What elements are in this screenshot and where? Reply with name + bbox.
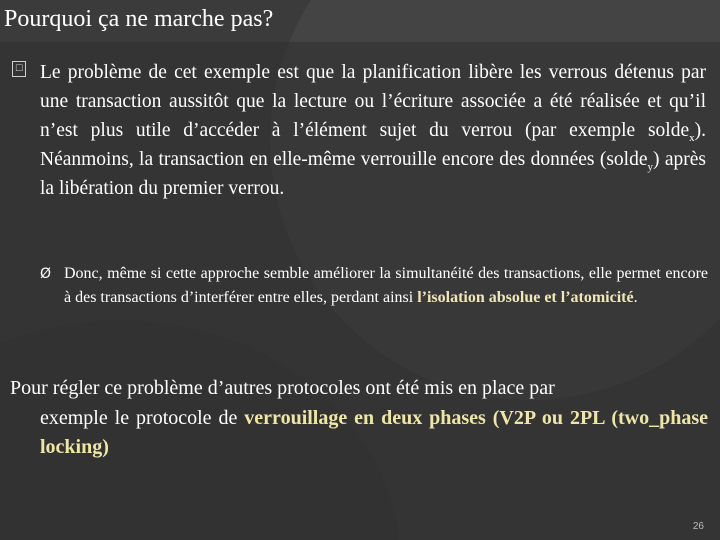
arrow-bullet-icon: Ø [40,266,52,282]
sub-bullet-text [64,262,708,310]
conclusion-text-b: exemple le protocole de [40,406,245,429]
bullet-1-text-b: ). Néanmoins, la transaction en elle-même verrouille encore des données (solde [40,120,706,170]
subscript-x: x [689,131,695,144]
conclusion-line-2 [10,404,708,463]
sub-bullet-paragraph [40,262,708,310]
conclusion-highlight: verrouillage en deux phases (V2P ou 2PL (two_phase locking) [40,406,708,458]
sub-bullet-end: . [633,289,638,306]
conclusion-paragraph [10,374,708,463]
page-number: 26 [692,521,704,532]
sub-bullet-text-main: Donc, même si cette approche semble améliorer la simultanéité des transactions, elle permet encore à des transactions d’interférer entre elles, perdant ainsi [64,265,708,306]
slide-title: Pourquoi ça ne marche pas? [4,6,274,32]
bullet-1-text-a: Le problème de cet exemple est que la planification libère les verrous détenus par une transaction aussitôt que la lecture ou l’écriture associée a été réalisée et qu’il n’est plus utile d’accéder à l’élément sujet du verrou (par exemple solde [40,62,706,141]
bullet-paragraph-1 [12,58,706,203]
bullet-1-text-c: ) après la libération du premier verrou. [40,149,707,199]
bullet-1-text [40,58,706,203]
bullet-box-icon: ☐ [12,61,26,77]
subscript-y: y [647,160,654,173]
sub-bullet-highlight: l’isolation absolue et l’atomicité [417,289,634,306]
conclusion-text-a: Pour régler ce problème d’autres protocoles ont été mis en place par [10,377,555,399]
